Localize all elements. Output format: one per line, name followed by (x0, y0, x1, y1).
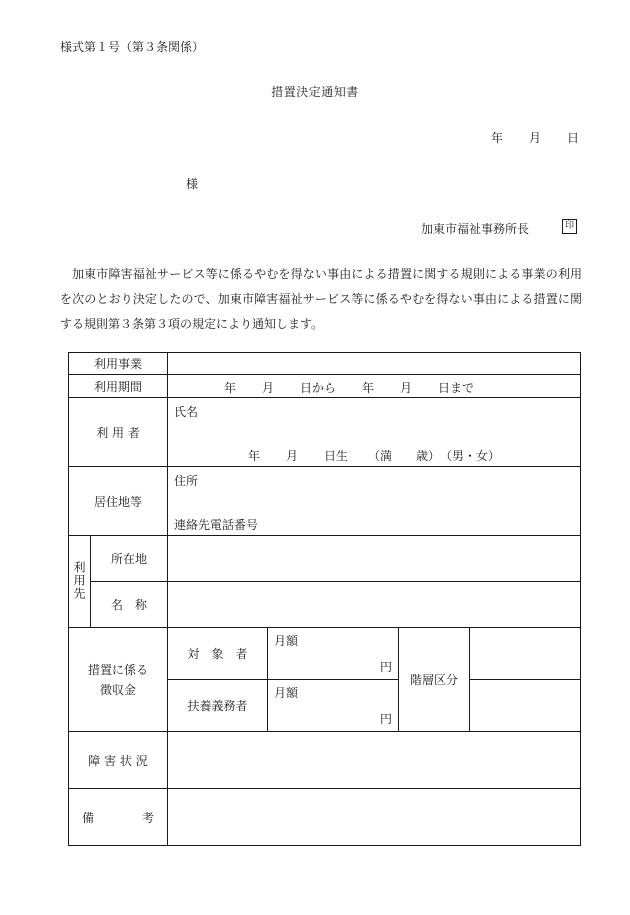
user-label: 利 用 者 (69, 398, 168, 467)
period-label: 利用期間 (69, 375, 168, 398)
period-year-2: 年 (362, 381, 375, 395)
birth-day: 日生 (324, 449, 349, 463)
addressee-suffix: 様 (186, 177, 199, 191)
row-facility-location (69, 536, 581, 582)
period-month-1: 月 (262, 381, 275, 395)
user-value-field[interactable] (168, 398, 581, 467)
row-service (69, 353, 581, 375)
address-label: 住所 (174, 474, 199, 488)
subject-yen-label: 円 (380, 660, 393, 674)
disability-value-field[interactable] (168, 732, 581, 789)
subject-monthly-label: 月額 (274, 634, 299, 648)
age-close: 歳） (416, 449, 441, 463)
row-fee-subject (69, 628, 581, 680)
subject-label: 対 象 者 (168, 628, 268, 680)
seal-mark: 印 (562, 219, 577, 234)
period-from: 日から (300, 381, 337, 395)
tier-value-field-1[interactable] (470, 628, 581, 680)
remarks-label: 備 考 (69, 789, 168, 846)
date-day-label: 日 (567, 131, 580, 145)
facility-group-label-cell (69, 536, 91, 628)
period-year-1: 年 (224, 381, 237, 395)
period-to: 日まで (438, 381, 475, 395)
birth-month: 月 (286, 449, 299, 463)
row-facility-name (69, 582, 581, 628)
period-month-2: 月 (400, 381, 413, 395)
phone-label: 連絡先電話番号 (174, 518, 259, 532)
support-label: 扶養義務者 (168, 680, 268, 732)
tier-label: 階層区分 (399, 628, 470, 732)
location-value-field[interactable] (168, 536, 581, 582)
fee-label-line2: 徴収金 (100, 682, 137, 697)
notice-body-text: 加東市障害福祉サービス等に係るやむを得ない事由による措置に関する規則による事業の利用を次のとおり決定したので、加東市障害福祉サービス等に係るやむを得ない事由による措置に関する規則第３条第３項の規定により通知します。 (60, 267, 582, 331)
name-label: 氏名 (174, 405, 199, 419)
support-yen-label: 円 (380, 712, 393, 726)
row-user (69, 398, 581, 467)
notice-table (68, 352, 581, 846)
row-period (69, 375, 581, 398)
age-open: （満 (368, 449, 393, 463)
disability-label: 障 害 状 況 (69, 732, 168, 789)
tier-value-field-2[interactable] (470, 680, 581, 732)
row-remarks (69, 789, 581, 846)
period-value-field[interactable] (168, 375, 581, 398)
residence-value-field[interactable] (168, 467, 581, 536)
date-year-label: 年 (491, 131, 504, 145)
residence-label: 居住地等 (69, 467, 168, 536)
support-monthly-label: 月額 (274, 686, 299, 700)
row-disability (69, 732, 581, 789)
fee-label-line1: 措置に係る (88, 662, 149, 677)
issuer-name: 加東市福祉事務所長 (421, 222, 530, 236)
facility-name-value-field[interactable] (168, 582, 581, 628)
fee-label-cell (69, 628, 168, 732)
facility-name-label: 名 称 (91, 582, 168, 628)
location-label: 所在地 (91, 536, 168, 582)
form-number: 様式第１号（第３条関係） (60, 40, 205, 54)
facility-group-label: 利用先 (72, 560, 86, 600)
support-amount-field[interactable] (268, 680, 399, 732)
birth-year: 年 (248, 449, 261, 463)
service-value-field[interactable] (168, 353, 581, 375)
date-month-label: 月 (529, 131, 542, 145)
remarks-value-field[interactable] (168, 789, 581, 846)
service-label: 利用事業 (69, 353, 168, 375)
row-residence (69, 467, 581, 536)
document-title: 措置決定通知書 (271, 85, 359, 99)
sex-options: （男・女） (440, 449, 501, 463)
subject-amount-field[interactable] (268, 628, 399, 680)
